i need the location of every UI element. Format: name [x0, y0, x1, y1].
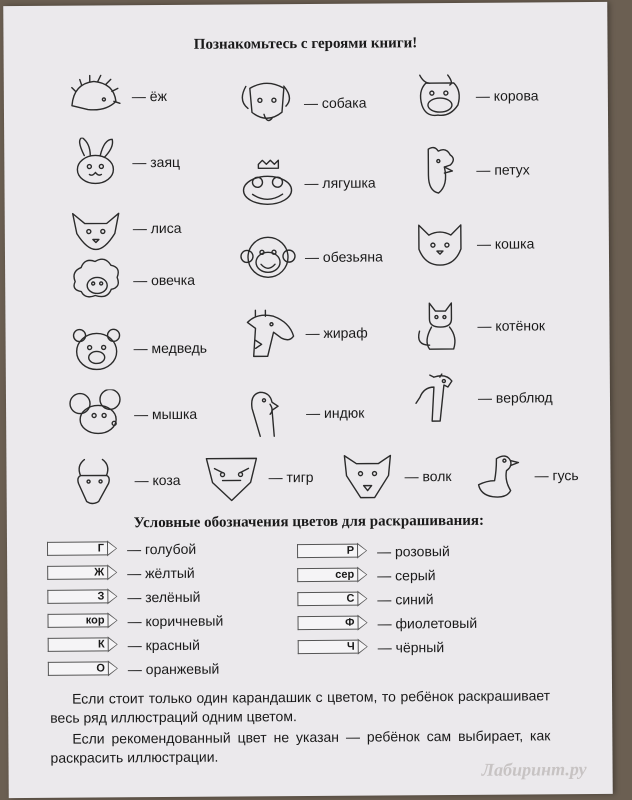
hero-name: — овечка: [133, 272, 195, 288]
hero-hare: [64, 137, 180, 188]
hero-goat: [66, 455, 180, 506]
legend-item: [47, 541, 196, 558]
hero-rooster: [408, 144, 530, 195]
hare-icon: [64, 137, 126, 187]
hero-wolf: [336, 451, 451, 502]
color-code: Ж: [47, 565, 107, 579]
sheep-icon: [65, 255, 127, 305]
pencil-icon: [47, 541, 117, 557]
hero-name: — ёж: [132, 88, 167, 104]
hero-sheep: [65, 255, 195, 306]
hero-mouse: [66, 389, 197, 440]
hero-name: — котёнок: [477, 317, 545, 333]
legend-item: [47, 589, 200, 606]
hero-name: — коза: [134, 472, 180, 488]
hero-fox: [65, 203, 182, 254]
color-code: К: [48, 637, 108, 651]
instruction-paragraph: Если рекомендованный цвет не указан — ребёнок сам выбирает, как раскрасить иллюстрации.: [50, 727, 551, 766]
color-name: — синий: [377, 591, 433, 607]
turkey-icon: [238, 388, 300, 438]
cow-icon: [408, 71, 470, 121]
hero-name: — лиса: [133, 220, 182, 236]
hero-tiger: [200, 452, 313, 503]
color-name: — фиолетовый: [378, 615, 478, 632]
color-name: — зелёный: [127, 589, 200, 606]
hero-name: — медведь: [134, 340, 208, 357]
color-code: З: [47, 589, 107, 603]
hero-giraffe: [237, 308, 368, 359]
frog-icon: [236, 158, 298, 208]
hero-monkey: [237, 231, 383, 282]
legend-item: [298, 639, 444, 656]
tiger-icon: [200, 452, 262, 502]
pencil-icon: [298, 640, 368, 656]
hero-kitten: [409, 300, 545, 351]
color-code: С: [297, 592, 357, 606]
wolf-icon: [336, 451, 398, 501]
color-code: сер: [297, 568, 357, 582]
hero-name: — собака: [304, 95, 367, 111]
legend-item: [48, 661, 220, 678]
pencil-icon: [47, 589, 117, 605]
color-code: Г: [47, 541, 107, 555]
legend-item: [47, 565, 195, 582]
hero-name: — заяц: [132, 154, 180, 170]
color-code: кор: [47, 613, 107, 627]
hero-cow: [408, 70, 539, 121]
pencil-icon: [48, 637, 118, 653]
cat-icon: [409, 219, 471, 269]
hero-name: — волк: [404, 468, 451, 484]
legend-item: [48, 637, 200, 654]
color-name: — серый: [377, 567, 435, 583]
pencil-icon: [47, 613, 117, 629]
color-name: — коричневый: [127, 613, 223, 630]
monkey-icon: [237, 232, 299, 282]
legend-item: [47, 613, 223, 630]
color-code: О: [48, 661, 108, 675]
camel-icon: [410, 373, 472, 423]
color-name: — красный: [128, 637, 200, 654]
color-name: — розовый: [377, 543, 450, 560]
legend-item: [297, 591, 433, 608]
goose-icon: [466, 450, 528, 500]
giraffe-icon: [237, 308, 299, 358]
legend-title: Условные обозначения цветов для раскрашивания:: [133, 512, 485, 532]
hero-name: — лягушка: [304, 175, 375, 191]
hero-hedgehog: [64, 71, 167, 122]
hero-camel: [410, 372, 553, 423]
pencil-icon: [48, 661, 118, 677]
legend-item: [298, 615, 478, 632]
color-code: Р: [297, 544, 357, 558]
dog-icon: [236, 78, 298, 128]
color-name: — оранжевый: [128, 661, 220, 678]
color-code: Ч: [298, 640, 358, 654]
hero-name: — корова: [476, 87, 539, 103]
workbook-page: [3, 2, 613, 798]
bear-icon: [65, 323, 127, 373]
mouse-icon: [66, 389, 128, 439]
pencil-icon: [298, 616, 368, 632]
fox-icon: [65, 203, 127, 253]
hero-name: — мышка: [134, 406, 197, 422]
rooster-icon: [408, 145, 470, 195]
color-code: Ф: [298, 616, 358, 630]
hero-bear: [65, 323, 207, 374]
hero-name: — гусь: [534, 467, 578, 483]
pencil-icon: [297, 592, 367, 608]
color-name: — чёрный: [378, 639, 444, 655]
hedgehog-icon: [64, 71, 126, 121]
kitten-icon: [409, 301, 471, 351]
color-name: — голубой: [127, 541, 196, 557]
legend-item: [297, 543, 450, 560]
hero-name: — индюк: [306, 405, 364, 421]
pencil-icon: [297, 568, 367, 584]
hero-goose: [466, 450, 578, 501]
watermark-logo: Лабиринт.ру: [481, 759, 587, 780]
hero-dog: [236, 78, 367, 129]
hero-frog: [236, 158, 376, 209]
hero-name: — обезьяна: [305, 248, 383, 265]
hero-name: — петух: [476, 161, 529, 177]
hero-name: — жираф: [305, 325, 367, 341]
legend-item: [297, 567, 435, 584]
page-title: Познакомьтесь с героями книги!: [193, 35, 418, 53]
color-name: — жёлтый: [127, 565, 195, 581]
hero-name: — тигр: [268, 469, 313, 485]
goat-icon: [66, 455, 128, 505]
instruction-paragraph: Если стоит только один карандашик с цветом, то ребёнок раскрашивает весь ряд иллюстраций одним цветом.: [50, 687, 551, 726]
hero-name: — кошка: [477, 235, 535, 251]
hero-name: — верблюд: [478, 389, 553, 406]
hero-turkey: [238, 388, 365, 439]
pencil-icon: [47, 565, 117, 581]
hero-cat: [409, 218, 535, 269]
pencil-icon: [297, 544, 367, 560]
